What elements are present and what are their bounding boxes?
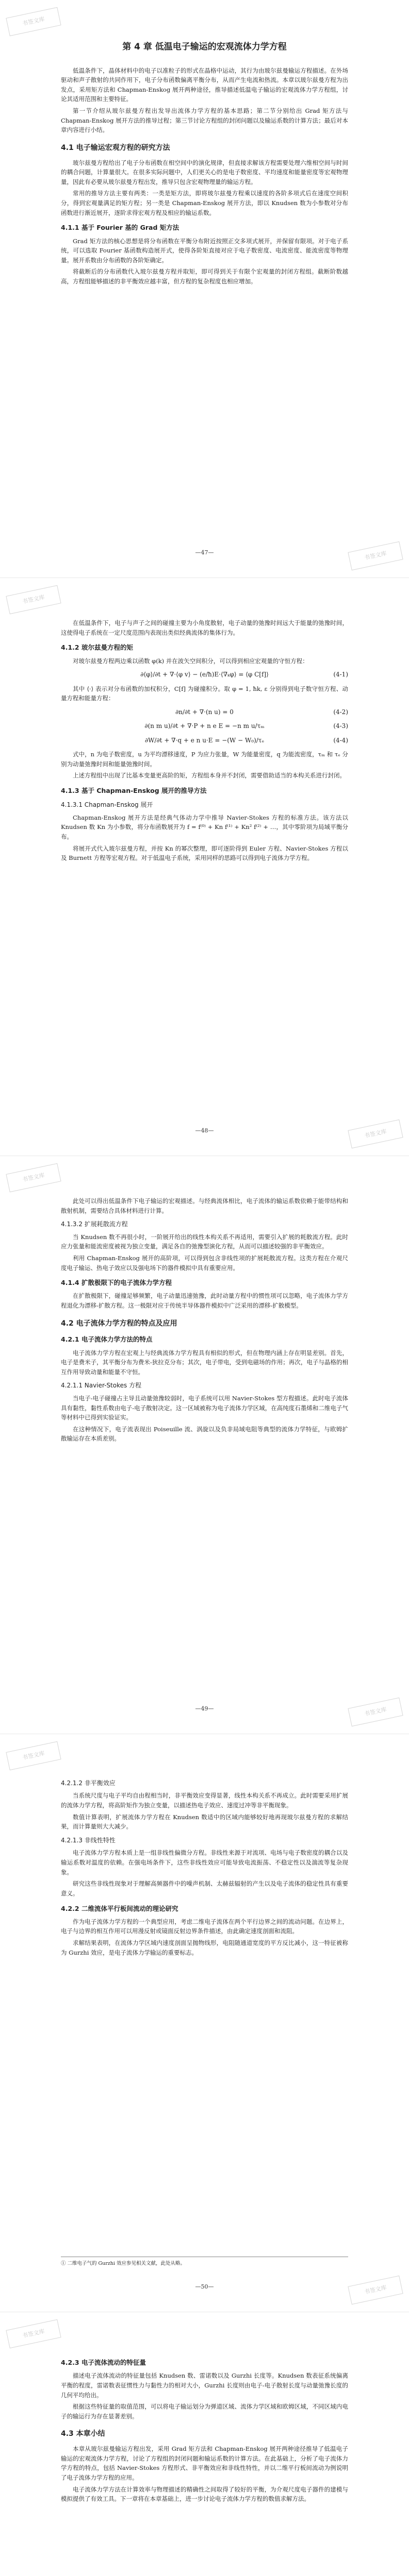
section-heading: 4.3 本章小结 [61,2430,105,2438]
equation [61,670,348,680]
subsection-heading: 4.2.3 电子流体流动的特征量 [61,2359,146,2366]
equation-number: (4-2) [333,708,348,716]
watermark-stamp: 书签文库 [6,585,61,614]
paragraph: 将展开式代入玻尔兹曼方程，并按 Kn 的幂次整理，即可逐阶得到 Euler 方程、Navier-Stokes 方程以及 Burnett 方程等宏观方程。对于低温电子系统，采用同样的思路可以得到电子流体力学方程。 [61,844,348,862]
page-body [61,40,348,289]
paragraph: 当 Knudsen 数不再很小时，一阶展开给出的线性本构关系不再适用，需要引入扩展的耗散流方程。此时应力张量和能流密度被视为独立变量，满足各自的弛豫型演化方程，从而可以描述较强的非平衡效应。 [61,1233,348,1250]
paragraph: 式中，n 为电子数密度，u 为平均漂移速度，P 为应力张量，W 为能量密度，q 为能流密度，τₘ 和 τₑ 分别为动量弛豫时间和能量弛豫时间。 [61,751,348,768]
equation-body: ∂n/∂t + ∇·(n u) = 0 [175,708,234,716]
section-heading: 4.1 电子输运宏观方程的研究方法 [61,143,170,152]
equation [61,736,348,745]
paragraph: 本章从玻尔兹曼输运方程出发，采用 Grad 矩方法和 Chapman-Enskog 展开两种途径推导了低温电子输运的宏观流体力学方程，讨论了方程组的封闭问题和输运系数的计算方法。在此基础上，分析了电子流体力学方程的特点，包括 Navier-Stokes 方程形式、非平衡效应和非线性特性，并以二维平行板间流动为例说明了电子流体力学方程的应用。 [61,2445,348,2481]
paragraph: Grad 矩方法的核心思想是将分布函数在平衡分布附近按照正交多项式展开，并保留有限项。对于电子系统，可以选取 Fourier 基函数构造展开式，使得各阶矩直接对应于电子数密度、电流密度、能流密度等物理量。展开系数由分布函数的各阶矩确定。 [61,237,348,264]
paragraph: 根据这些特征量的取值范围，可以将电子输运划分为弹道区域、流体力学区域和欧姆区域，不同区域内电子的输运行为存在显著差别。 [61,2403,348,2420]
paragraph: 在这种情况下，电子流表现出 Poiseuille 流、涡旋以及负非局域电阻等典型的流体力学特征，与欧姆扩散输运存在本质差别。 [61,1425,348,1443]
subsubsection-heading: 4.2.1.1 Navier-Stokes 方程 [61,1382,142,1389]
equation-body: ∂W/∂t + ∇·q + e n u·E = −(W − W₀)/τₑ [144,736,265,744]
subsubsection-heading: 4.1.3.2 扩展耗散流方程 [61,1221,128,1228]
watermark-stamp: 书签文库 [6,1741,61,1770]
paragraph: 利用 Chapman-Enskog 展开的高阶项，可以得到包含非线性项的扩展耗散流方程。这类方程在介观尺度电子输运、热电子效应以及强电场下的器件模拟中具有重要应用。 [61,1254,348,1272]
book-page [0,0,409,578]
subsubsection-heading: 4.2.1.3 非线性特性 [61,1836,116,1844]
equation-body: ∂(n m u)/∂t + ∇·P + n e E = −n m u/τₘ [144,722,265,730]
watermark-stamp: 书签文库 [6,1163,61,1192]
paragraph: 第一节介绍从玻尔兹曼方程出发导出流体力学方程的基本思路；第二节分别给出 Grad 矩方法与 Chapman-Enskog 展开方法的推导过程；第三节讨论方程组的封闭问题以及输运系数的计算方法；最后对本章内容进行小结。 [61,107,348,134]
equation-body: ∂⟨φ⟩/∂t + ∇·⟨φ v⟩ − (e/ħ)E·⟨∇ₖφ⟩ = ⟨φ C[f]⟩ [140,671,269,679]
equation [61,721,348,731]
subsection-heading: 4.1.3 基于 Chapman-Enskog 展开的推导方法 [61,787,207,794]
watermark-stamp: 书签文库 [6,7,61,36]
equation-number: (4-4) [333,736,348,744]
paragraph: 求解结果表明，在流体力学区域内速度剖面呈抛物线形，电阻随通道宽度的平方反比减小，这一特征被称为 Gurzhi 效应，是电子流体力学输运的重要标志。 [61,1939,348,1956]
paragraph: 将截断后的分布函数代入玻尔兹曼方程并取矩，即可得到关于有限个宏观量的封闭方程组。截断阶数越高，方程组能够描述的非平衡效应越丰富，但方程的复杂程度也相应增加。 [61,268,348,285]
subsubsection-heading: 4.1.3.1 Chapman-Enskog 展开 [61,801,153,809]
paragraph: 当电子-电子碰撞占主导且动量弛豫较弱时，电子系统可以用 Navier-Stokes 型方程描述。此时电子流体具有黏性，黏性系数由电子-电子散射决定。这一区域被称为电子流体力学区域，在高纯度石墨烯和二维电子气等材料中已得到实验证实。 [61,1394,348,1421]
paragraph: 此处可以得出低温条件下电子输运的宏观描述。与经典流体相比，电子流体的输运系数依赖于能带结构和散射机制，需要结合具体材料进行计算。 [61,1197,348,1214]
subsection-heading: 4.2.1 电子流体力学方法的特点 [61,1335,153,1344]
page-body [61,1196,348,1446]
watermark-stamp: 书签文库 [348,2276,403,2304]
paragraph: 对玻尔兹曼方程两边乘以函数 φ(k) 并在波矢空间积分，可以得到相应宏观量的守恒方程： [73,657,308,665]
page-body [61,1774,348,1959]
page-body [61,618,348,865]
subsection-heading: 4.2.2 二维流体平行板间流动的理论研究 [61,1904,178,1912]
book-page [0,578,409,1156]
page-body [61,2352,348,2506]
paragraph: 低温条件下，晶体材料中的电子以准粒子的形式在晶格中运动，其行为由玻尔兹曼输运方程描述。在外场驱动和声子散射的共同作用下，电子分布函数偏离平衡分布，从而产生电流和热流。本章以玻尔兹曼方程为出发点，采用矩方法和 Chapman-Enskog 展开两种途径，推导描述低温电子输运的宏观流体力学方程组，讨论其适用范围和主要特征。 [61,66,348,103]
subsubsection-heading: 4.2.1.2 非平衡效应 [61,1780,116,1787]
paragraph: 在扩散极限下，碰撞足够频繁，电子动量迅速弛豫，此时动量方程中的惯性项可以忽略，电子流体力学方程退化为漂移-扩散方程。这一极限对应于传统半导体器件模拟中广泛采用的漂移-扩散模型。 [61,1292,348,1310]
page-number: —47— [195,549,214,556]
subsection-heading: 4.1.1 基于 Fourier 基的 Grad 矩方法 [61,224,179,232]
paragraph: 研究这些非线性现象对于理解高频器件中的噪声机制、太赫兹辐射的产生以及电子流体的稳定性具有重要意义。 [61,1880,348,1897]
book-page [0,1156,409,1734]
footnote: ① 二维电子气的 Gurzhi 效应参见相关文献，此处从略。 [61,2257,348,2266]
paragraph: 上述方程组中出现了比基本变量更高阶的矩，方程组本身并不封闭，需要借助适当的本构关系进行封闭。 [73,772,346,779]
paragraph: 其中 ⟨·⟩ 表示对分布函数的加权积分，C[f] 为碰撞积分。取 φ = 1, ħk, ε 分别得到电子数守恒方程、动量方程和能量方程： [61,685,348,702]
paragraph: 描述电子流体流动的特征量包括 Knudsen 数、雷诺数以及 Gurzhi 长度等。Knudsen 数表征系统偏离平衡的程度，雷诺数表征惯性力与黏性力的相对大小，Gurzhi 长度则由电子-电子散射长度与动量弛豫长度的几何平均给出。 [61,2372,348,2399]
paragraph: 当系统尺度与电子平均自由程相当时，非平衡效应变得显著，线性本构关系不再成立。此时需要采用扩展的流体力学方程，将高阶矩作为独立变量，以描述热电子效应、速度过冲等非平衡现象。 [61,1792,348,1809]
paragraph: Chapman-Enskog 展开方法是经典气体动力学中推导 Navier-Stokes 方程的标准方法。该方法以 Knudsen 数 Kn 为小参数，将分布函数展开为 f = f⁽⁰⁾ + Kn f⁽¹⁾ + Kn² f⁽²⁾ + …，其中零阶项为局域平衡分布。 [61,814,348,840]
paragraph: 电子流体力学方程在宏观上与经典流体力学方程具有相似的形式，但在物理内涵上存在明显差别。首先，电子是费米子，其平衡分布为费米-狄拉克分布；其次，电子带电，受到电磁场的作用；再次，电子与晶格的相互作用导致动量和能量不守恒。 [61,1349,348,1376]
page-number: —50— [195,2283,214,2290]
page-number: —49— [195,1705,214,1712]
book-page [0,2312,409,2576]
equation [61,707,348,717]
subsection-heading: 4.1.2 玻尔兹曼方程的矩 [61,643,133,652]
paragraph: 电子流体力学方法在计算效率与物理描述的精确性之间取得了较好的平衡，为介观尺度电子器件的建模与模拟提供了有效工具。下一章将在本章基础上，进一步讨论电子流体力学方程的数值求解方法。 [61,2485,348,2503]
chapter-title: 第 4 章 低温电子输运的宏观流体力学方程 [122,42,287,52]
subsection-heading: 4.1.4 扩散极限下的电子流体力学方程 [61,1279,172,1287]
paragraph: 作为电子流体力学方程的一个典型应用，考虑二维电子流体在两个平行边界之间的流动问题。在边界上，电子与边界的相互作用可以用漫反射或镜面反射边界条件描述，由此确定速度剖面和流阻。 [61,1918,348,1935]
section-heading: 4.2 电子流体力学方程的特点及应用 [61,1319,177,1328]
watermark-stamp: 书签文库 [6,2319,61,2348]
book-page [0,1734,409,2312]
paragraph: 玻尔兹曼方程给出了电子分布函数在相空间中的演化规律，但直接求解该方程需要处理六维相空间与时间的耦合问题，计算量很大。在很多实际问题中，人们更关心的是电子数密度、平均速度和能量密度等宏观物理量，因此有必要从玻尔兹曼方程出发，推导只包含宏观物理量的输运方程。 [61,159,348,185]
paragraph: 在低温条件下，电子与声子之间的碰撞主要为小角度散射，电子动量的弛豫时间远大于能量的弛豫时间，这使得电子系统在一定尺度范围内表现出类似经典流体的集体行为。 [61,619,348,636]
equation-number: (4-3) [333,722,348,730]
paragraph: 电子流体力学方程本质上是一组非线性偏微分方程。非线性来源于对流项、电场与电子数密度的耦合以及输运系数对温度的依赖。在强电场条件下，这些非线性效应可能导致电流振荡、不稳定性以及湍流等复杂现象。 [61,1849,348,1876]
page-number: —48— [195,1127,214,1134]
equation-number: (4-1) [333,671,348,679]
paragraph: 数值计算表明，扩展流体力学方程在 Knudsen 数适中的区域内能够较好地再现玻尔兹曼方程的求解结果，而计算量则大大减少。 [61,1813,348,1831]
watermark-stamp: 书签文库 [348,1120,403,1148]
paragraph: 常用的推导方法主要有两类：一类是矩方法，即将玻尔兹曼方程乘以速度的各阶多项式后在速度空间积分，得到宏观量满足的矩方程；另一类是 Chapman-Enskog 展开方法，即以 Knudsen 数为小参数对分布函数进行渐近展开，逐阶求得宏观方程及相应的输运系数。 [61,190,348,216]
watermark-stamp: 书签文库 [348,1698,403,1726]
watermark-stamp: 书签文库 [348,541,403,570]
